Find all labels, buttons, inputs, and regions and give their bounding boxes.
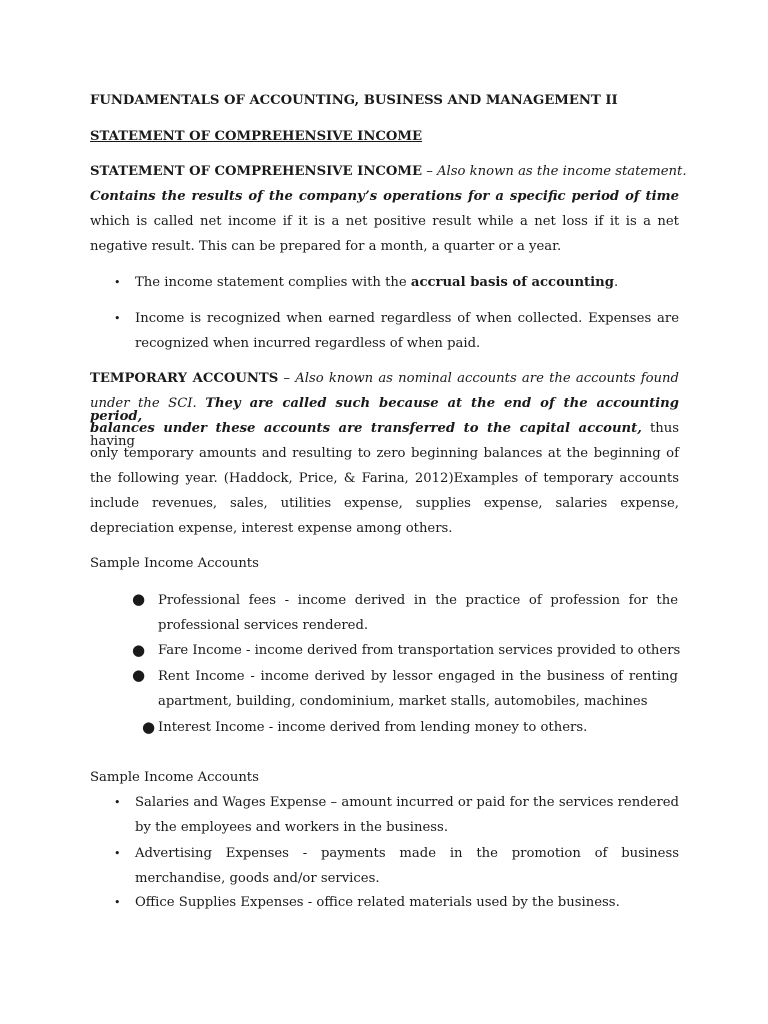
temp-accounts-line2 xyxy=(90,397,679,423)
temp-accounts-line1 xyxy=(90,372,679,385)
temp-accounts-term: TEMPORARY ACCOUNTS xyxy=(90,371,279,386)
income-item-interest-income: Interest Income - income derived from lending money to others. xyxy=(158,720,588,735)
temp-accounts-dash: – xyxy=(278,371,296,386)
temp-accounts-line7: depreciation expense, interest expense among others. xyxy=(90,521,453,536)
temp-accounts-under-sci: under the SCI. xyxy=(90,396,197,411)
income-item-rent-income-line2: apartment, building, condominium, market stalls, automobiles, machines xyxy=(158,694,648,709)
bullet-icon: • xyxy=(114,847,121,860)
income-item-rent-income-line1: Rent Income - income derived by lessor engaged in the business of renting xyxy=(158,669,678,684)
sci-bullet-accrual-bold: accrual basis of accounting xyxy=(410,275,614,290)
temp-accounts-aka: Also known as nominal accounts are the accounts found xyxy=(295,371,679,386)
sci-definition-line1 xyxy=(90,165,687,178)
sci-definition-line3: which is called net income if it is a net positive result while a net loss if it is a net xyxy=(90,214,679,229)
bullet-icon: ● xyxy=(132,590,146,608)
temp-accounts-transfer: balances under these accounts are transferred to the capital account, xyxy=(90,421,642,436)
temp-accounts-line4: only temporary amounts and resulting to zero beginning balances at the beginning of xyxy=(90,446,679,461)
sci-bullet-accrual-pre: The income statement complies with the xyxy=(135,275,411,290)
temp-accounts-line5: the following year. (Haddock, Price, & Farina, 2012)Examples of temporary accounts xyxy=(90,471,679,486)
expense-item-office-supplies: Office Supplies Expenses - office related materials used by the business. xyxy=(135,895,620,910)
temp-accounts-line3 xyxy=(90,422,679,448)
income-accounts-heading: Sample Income Accounts xyxy=(90,556,259,571)
section-heading: STATEMENT OF COMPREHENSIVE INCOME xyxy=(90,129,423,144)
bullet-icon: • xyxy=(114,796,121,809)
expense-item-salaries-line2: by the employees and workers in the business. xyxy=(135,820,449,835)
expense-item-salaries-line1: Salaries and Wages Expense – amount incurred or paid for the services rendered xyxy=(135,795,679,810)
sci-bullet-accrual-post: . xyxy=(613,275,619,290)
document-title: FUNDAMENTALS OF ACCOUNTING, BUSINESS AND MANAGEMENT II xyxy=(90,93,618,108)
bullet-icon: ● xyxy=(132,666,146,684)
bullet-icon: • xyxy=(114,896,121,909)
temp-accounts-reason: They are called such because at the end of the accounting period, xyxy=(90,396,679,425)
bullet-icon: • xyxy=(114,276,121,289)
expense-item-advertising-line1: Advertising Expenses - payments made in the promotion of business xyxy=(135,846,679,861)
income-item-professional-fees-line1: Professional fees - income derived in the practice of profession for the xyxy=(158,593,678,608)
temp-accounts-line3-post: thus having xyxy=(90,421,679,450)
sci-definition-line4: negative result. This can be prepared for a month, a quarter or a year. xyxy=(90,239,562,254)
bullet-icon: ● xyxy=(142,718,156,736)
sci-bullet-recognition-line1: Income is recognized when earned regardless of when collected. Expenses are xyxy=(135,311,679,326)
income-item-fare-income: Fare Income - income derived from transportation services provided to others xyxy=(158,643,681,658)
bullet-icon: ● xyxy=(132,641,146,659)
sci-aka: Also known as the income statement. xyxy=(437,164,687,179)
sci-definition-line2: Contains the results of the company’s operations for a specific period of time xyxy=(90,189,679,204)
sci-term: STATEMENT OF COMPREHENSIVE INCOME xyxy=(90,164,423,179)
expense-accounts-heading: Sample Income Accounts xyxy=(90,770,259,785)
sci-bullet-accrual xyxy=(135,276,618,289)
sci-dash: – xyxy=(422,164,438,179)
bullet-icon: • xyxy=(114,312,121,325)
expense-item-advertising-line2: merchandise, goods and/or services. xyxy=(135,871,380,886)
income-item-professional-fees-line2: professional services rendered. xyxy=(158,618,369,633)
sci-bullet-recognition-line2: recognized when incurred regardless of when paid. xyxy=(135,336,481,351)
temp-accounts-line6: include revenues, sales, utilities expense, supplies expense, salaries expense, xyxy=(90,496,679,511)
